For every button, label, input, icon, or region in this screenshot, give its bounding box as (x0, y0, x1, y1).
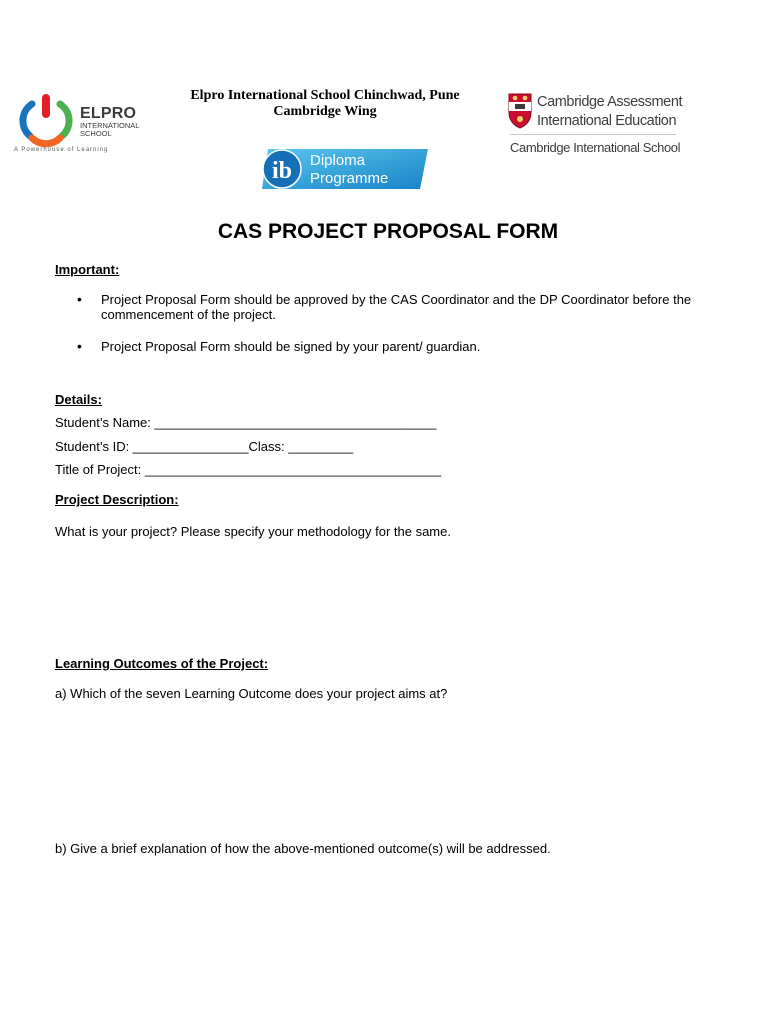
ib-mark: ib (271, 158, 293, 184)
bullet-icon: • (77, 291, 82, 307)
project-title-field: Title of Project: _________________________________________ (55, 462, 442, 477)
important-heading: Important: (55, 262, 120, 277)
important-bullet-2: Project Proposal Form should be signed by your parent/ guardian. (101, 339, 481, 354)
school-heading (150, 88, 500, 120)
form-title: CAS PROJECT PROPOSAL FORM (217, 220, 559, 243)
student-id-class-field: Student’s ID: ________________Class: _________ (55, 439, 354, 454)
cambridge-line2: International Education (537, 113, 677, 129)
cambridge-divider (510, 134, 676, 135)
details-heading: Details: (55, 392, 102, 407)
description-question: What is your project? Please specify your methodology for the same. (55, 524, 451, 539)
cambridge-line3: Cambridge International School (510, 140, 681, 155)
description-heading: Project Description: (55, 492, 179, 507)
ib-line2: Programme (310, 170, 389, 187)
ib-line1: Diploma (310, 152, 366, 169)
elpro-emblem-icon (16, 92, 76, 148)
elpro-subtitle-line2: SCHOOL (80, 129, 112, 138)
cambridge-logo (508, 93, 683, 159)
cambridge-shield-icon (508, 93, 532, 129)
elpro-tagline: A Powerhouse of Learning (14, 147, 109, 153)
school-wing: Cambridge Wing (273, 104, 377, 119)
bullet-icon: • (77, 338, 82, 354)
elpro-name: ELPRO (80, 105, 137, 122)
outcomes-question-b: b) Give a brief explanation of how the above-mentioned outcome(s) will be addressed. (55, 841, 551, 856)
important-bullet-1: Project Proposal Form should be approved by the CAS Coordinator and the DP Coordinator before the commencement of the project. (101, 292, 692, 322)
outcomes-question-a: a) Which of the seven Learning Outcome does your project aims at? (55, 686, 448, 701)
ib-diploma-logo (258, 146, 430, 190)
elpro-logo (10, 88, 160, 158)
school-name: Elpro International School Chinchwad, Pune (190, 88, 460, 103)
outcomes-heading: Learning Outcomes of the Project: (55, 656, 269, 671)
elpro-subtitle-line1: INTERNATIONAL (80, 121, 140, 130)
cambridge-line1: Cambridge Assessment (537, 94, 683, 110)
student-name-field: Student’s Name: _______________________________________ (55, 415, 437, 430)
